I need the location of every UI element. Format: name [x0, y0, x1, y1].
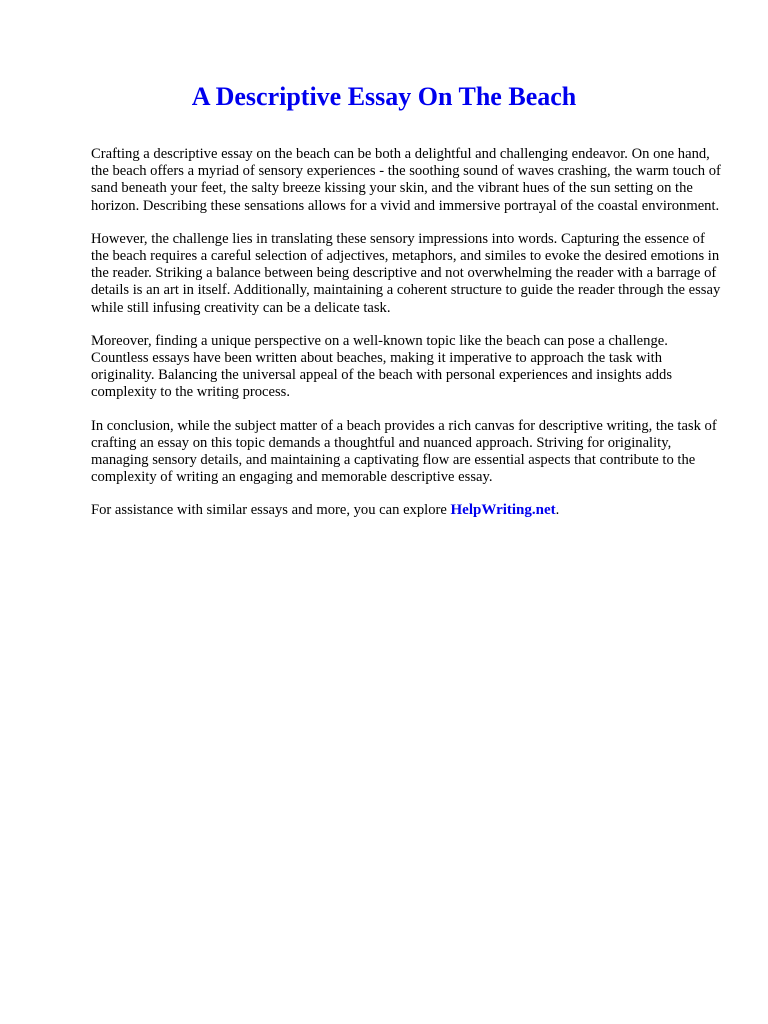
paragraph-1: Crafting a descriptive essay on the beach can be both a delightful and challenging endeavor. On one hand, the beach offers a myriad of sensory experiences - the soothing sound of waves crashing, the warm touch of sand beneath your feet, the salty breeze kissing your skin, and the vibrant hues of the sun setting on the horizon. Describing these sensations allows for a vivid and immersive portrayal of the coastal environment. — [91, 146, 721, 214]
page-title: A Descriptive Essay On The Beach — [191, 82, 577, 111]
closing-paragraph — [91, 502, 725, 519]
paragraph-3: Moreover, finding a unique perspective on a well-known topic like the beach can pose a challenge. Countless essays have been written about beaches, making it imperative to approach the task with originality. Balancing the universal appeal of the beach with personal experiences and insights adds complexity to the writing process. — [91, 332, 672, 401]
helpwriting-link[interactable]: HelpWriting.net — [450, 502, 556, 519]
paragraph-4: In conclusion, while the subject matter of a beach provides a rich canvas for descriptive writing, the task of crafting an essay on this topic demands a thoughtful and nuanced approach. Striving for originality, managing sensory details, and maintaining a captivating flow are essential aspects that contribute to the complexity of writing an engaging and memorable descriptive essay. — [91, 417, 717, 486]
closing-suffix: . — [555, 502, 560, 519]
closing-text: For assistance with similar essays and more, you can explore — [91, 502, 451, 519]
paragraph-2: However, the challenge lies in translating these sensory impressions into words. Capturing the essence of the beach requires a careful selection of adjectives, metaphors, and similes to evoke the desired emotions in the reader. Striking a balance between being descriptive and not overwhelming the reader with a barrage of details is an art in itself. Additionally, maintaining a coherent structure to guide the reader through the essay while still infusing creativity can be a delicate task. — [91, 230, 721, 316]
essay-body — [91, 146, 725, 536]
